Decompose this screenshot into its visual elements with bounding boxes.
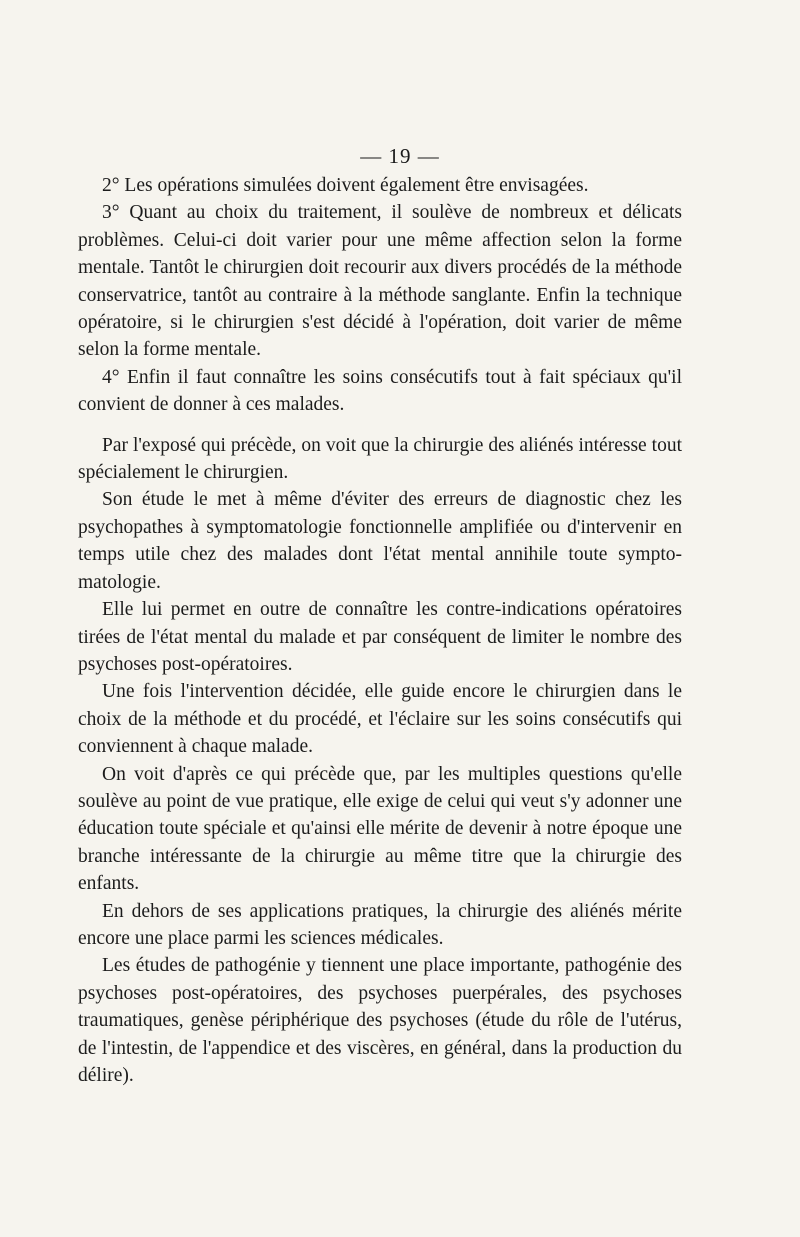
paragraph-sciences-medicales: En dehors de ses applications pratiques, la chirurgie des aliénés mérite encore une place parmi les sciences médicales. xyxy=(78,900,682,949)
paragraph-expose: Par l'exposé qui précède, on voit que la chirurgie des aliénés intéresse tout spécialement le chirurgien. xyxy=(78,434,682,484)
paragraph-choix-traitement: 3° Quant au choix du traitement, il soulève de nombreux et délicats problèmes. Celui-ci doit varier pour une même affection selon la forme mentale. Tantôt le chirurgien doit recourir aux divers procédés de la méthode conservatrice, tantôt au contraire à la méthode sanglante. Enfin la technique opératoire, si le chirurgien s'est décidé à l'opération, doit varier de même selon la forme mentale. xyxy=(78,202,682,361)
paragraph-education-speciale: On voit d'après ce qui précède que, par les multiples questions qu'elle soulève au point de vue pratique, elle exige de celui qui veut s'y adonner une éducation toute spéciale et qu'ainsi elle mérite de devenir à notre époque une branche intéressante de la chirurgie au même titre que la chirurgie des enfants. xyxy=(78,763,682,895)
paragraph-soins-consecutifs: 4° Enfin il faut connaître les soins consécutifs tout à fait spéciaux qu'il convient de donner à ces malades. xyxy=(78,366,682,416)
paragraph-intervention-decidee: Une fois l'intervention décidée, elle guide encore le chirurgien dans le choix de la méthode et du procédé, et l'éclaire sur les soins consécutifs qui conviennent à chaque malade. xyxy=(78,681,682,758)
page-number: — 19 — xyxy=(360,144,440,168)
paragraph-contre-indications: Elle lui permet en outre de connaître les contre-indications opératoires tirées de l'état mental du malade et par conséquent de limiter le nombre des psychoses post-opératoires. xyxy=(78,599,682,675)
paragraph-son-etude: Son étude le met à même d'éviter des erreurs de diagnostic chez les psychopathes à symptomatologie fonctionnelle amplifiée ou d'intervenir en temps utile chez des malades dont l'état mental annihile toute symptomatologie. xyxy=(78,489,682,593)
body-text xyxy=(78,172,682,1089)
paragraph-operations-simulees: 2° Les opérations simulées doivent également être envisagées. xyxy=(102,175,589,196)
paragraph-pathogenie: Les études de pathogénie y tiennent une place importante, pathogénie des psychoses post-opératoires, des psychoses puerpérales, des psychoses traumatiques, genèse périphérique des psychoses (étude du rôle de l'utérus, de l'intestin, de l'appendice et des viscères, en général, dans la production du délire). xyxy=(78,955,682,1086)
